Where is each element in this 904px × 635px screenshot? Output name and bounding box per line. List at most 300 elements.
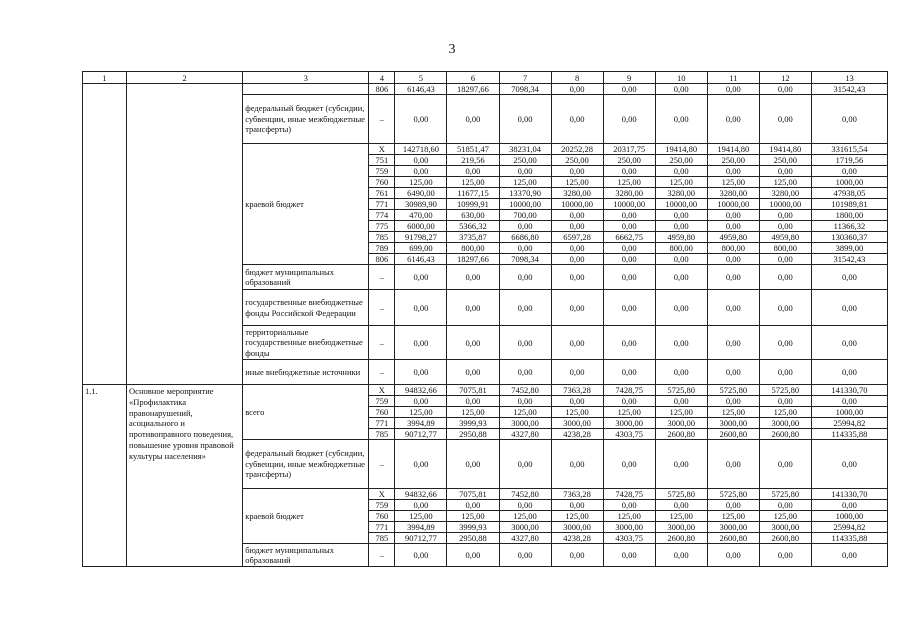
table-cell: 0,00 — [603, 254, 655, 265]
table-cell: 18297,66 — [447, 254, 499, 265]
table-cell: 0,00 — [499, 221, 551, 232]
table-cell: 0,00 — [759, 290, 811, 326]
table-cell: 0,00 — [603, 544, 655, 567]
table-cell: 0,00 — [551, 326, 603, 360]
table-cell: 25994,82 — [811, 418, 887, 429]
table-cell: 800,00 — [655, 243, 707, 254]
table-cell: 0,00 — [759, 440, 811, 489]
source-label-cell: государственные внебюджетные фонды Российской Федерации — [243, 290, 369, 326]
table-cell: 0,00 — [759, 544, 811, 567]
table-cell: 114335,88 — [811, 533, 887, 544]
table-cell: 4327,80 — [499, 429, 551, 440]
table-cell: 10000,00 — [759, 199, 811, 210]
table-cell: 4303,75 — [603, 533, 655, 544]
table-cell: 3000,00 — [707, 522, 759, 533]
table-cell: 0,00 — [707, 500, 759, 511]
table-cell: 47938,05 — [811, 188, 887, 199]
table-cell: 699,00 — [395, 243, 447, 254]
table-cell: 0,00 — [395, 396, 447, 407]
table-cell: 0,00 — [551, 440, 603, 489]
table-cell: 141330,70 — [811, 489, 887, 500]
table-cell: 0,00 — [447, 166, 499, 177]
table-cell: 6146,43 — [395, 84, 447, 95]
table-cell: – — [369, 360, 395, 385]
table-cell: 0,00 — [707, 221, 759, 232]
column-header: 4 — [369, 72, 395, 84]
table-row — [83, 84, 888, 95]
table-cell: 806 — [369, 254, 395, 265]
table-cell: 1000,00 — [811, 511, 887, 522]
table-cell: 141330,70 — [811, 385, 887, 396]
table-cell: 1000,00 — [811, 177, 887, 188]
table-cell: 142718,60 — [395, 144, 447, 155]
table-cell: 760 — [369, 511, 395, 522]
table-cell: 0,00 — [499, 243, 551, 254]
table-cell: 1719,56 — [811, 155, 887, 166]
table-cell: 114335,88 — [811, 429, 887, 440]
table-cell: 0,00 — [707, 360, 759, 385]
table-cell: 125,00 — [395, 511, 447, 522]
table-cell: 3000,00 — [603, 418, 655, 429]
table-cell: 789 — [369, 243, 395, 254]
table-cell: 0,00 — [655, 326, 707, 360]
table-cell: 4238,28 — [551, 429, 603, 440]
table-cell: 0,00 — [551, 265, 603, 290]
table-cell: 0,00 — [603, 396, 655, 407]
table-cell: 125,00 — [499, 511, 551, 522]
table-cell: 7363,28 — [551, 489, 603, 500]
table-cell: 90712,77 — [395, 429, 447, 440]
table-cell: 13370,90 — [499, 188, 551, 199]
table-cell: – — [369, 95, 395, 144]
table-cell: 101989,81 — [811, 199, 887, 210]
table-cell: 125,00 — [603, 407, 655, 418]
source-label-cell: бюджет муниципальных образований — [243, 544, 369, 567]
table-cell: 3735,87 — [447, 232, 499, 243]
table-cell: 3000,00 — [499, 522, 551, 533]
table-cell: 0,00 — [395, 544, 447, 567]
table-cell: 10000,00 — [603, 199, 655, 210]
header-row — [83, 72, 888, 84]
table-cell: 0,00 — [707, 326, 759, 360]
table-cell: 7452,80 — [499, 489, 551, 500]
table-cell: 3999,93 — [447, 418, 499, 429]
table-cell: 0,00 — [759, 221, 811, 232]
table-cell: 0,00 — [499, 265, 551, 290]
table-cell: 7075,81 — [447, 385, 499, 396]
table-cell: 785 — [369, 533, 395, 544]
table-cell: X — [369, 144, 395, 155]
section-title-cell: Основное мероприятие «Профилактика правонарушений, асоциального и противоправного поведения, повышение уровня правовой культуры населения» — [127, 385, 243, 567]
table-cell: 0,00 — [551, 166, 603, 177]
source-label-cell: всего — [243, 385, 369, 440]
table-cell: 0,00 — [759, 265, 811, 290]
table-cell: 0,00 — [655, 221, 707, 232]
column-header: 2 — [127, 72, 243, 84]
table-cell: 0,00 — [499, 95, 551, 144]
table-cell: 7098,34 — [499, 84, 551, 95]
table-cell: 2950,88 — [447, 429, 499, 440]
table-cell: 0,00 — [447, 360, 499, 385]
table-cell: 0,00 — [707, 254, 759, 265]
table-cell: 3899,00 — [811, 243, 887, 254]
table-cell: 125,00 — [655, 511, 707, 522]
table-cell: 3999,93 — [447, 522, 499, 533]
table-cell: 94832,66 — [395, 489, 447, 500]
column-header: 5 — [395, 72, 447, 84]
table-cell: 25994,82 — [811, 522, 887, 533]
table-cell: 0,00 — [707, 290, 759, 326]
table-cell: 3000,00 — [655, 522, 707, 533]
table-cell: 31542,43 — [811, 84, 887, 95]
table-cell: 7075,81 — [447, 489, 499, 500]
table-cell: 0,00 — [551, 243, 603, 254]
table-cell: 125,00 — [655, 177, 707, 188]
table-cell: 125,00 — [603, 177, 655, 188]
table-cell: 0,00 — [551, 544, 603, 567]
table-cell: 759 — [369, 500, 395, 511]
table-cell: 19414,80 — [655, 144, 707, 155]
table-cell: 125,00 — [551, 177, 603, 188]
table-cell: 19414,80 — [707, 144, 759, 155]
table-cell: 0,00 — [655, 84, 707, 95]
table-cell: 4327,80 — [499, 533, 551, 544]
table-cell: 0,00 — [499, 440, 551, 489]
table-cell: 4959,80 — [655, 232, 707, 243]
table-cell: 775 — [369, 221, 395, 232]
table-cell: 0,00 — [603, 265, 655, 290]
table-cell: 3000,00 — [707, 418, 759, 429]
table-cell: 0,00 — [759, 396, 811, 407]
table-cell: 38231,04 — [499, 144, 551, 155]
table-cell: 3280,00 — [603, 188, 655, 199]
table-cell: 3000,00 — [655, 418, 707, 429]
table-cell: 0,00 — [551, 360, 603, 385]
table-cell: 0,00 — [655, 440, 707, 489]
table-cell: 6490,00 — [395, 188, 447, 199]
table-cell: 0,00 — [655, 254, 707, 265]
table-cell: 11366,32 — [811, 221, 887, 232]
table-cell: 0,00 — [551, 396, 603, 407]
table-cell: 125,00 — [551, 407, 603, 418]
table-cell: 2600,80 — [707, 533, 759, 544]
table-cell: 0,00 — [811, 290, 887, 326]
column-header: 13 — [811, 72, 887, 84]
column-header: 9 — [603, 72, 655, 84]
table-cell: 90712,77 — [395, 533, 447, 544]
table-cell: 6662,75 — [603, 232, 655, 243]
table-cell: 0,00 — [499, 166, 551, 177]
table-cell: 785 — [369, 232, 395, 243]
table-cell: 3000,00 — [759, 522, 811, 533]
table-cell: 4959,80 — [759, 232, 811, 243]
table-cell: 771 — [369, 418, 395, 429]
table-cell: 10000,00 — [655, 199, 707, 210]
table-cell: 759 — [369, 166, 395, 177]
table-cell: 0,00 — [655, 95, 707, 144]
table-row — [83, 385, 888, 396]
page-number: 3 — [448, 42, 456, 57]
source-label-cell: федеральный бюджет (субсидии, субвенции, иные межбюджетные трансферты) — [243, 95, 369, 144]
column-header: 12 — [759, 72, 811, 84]
table-cell: – — [369, 544, 395, 567]
table-cell: 771 — [369, 522, 395, 533]
table-cell: 0,00 — [551, 290, 603, 326]
table-cell: 2600,80 — [655, 429, 707, 440]
table-cell: 0,00 — [447, 265, 499, 290]
budget-table — [82, 71, 888, 567]
table-cell: 5725,80 — [759, 385, 811, 396]
table-cell: 125,00 — [707, 177, 759, 188]
table-cell: 2950,88 — [447, 533, 499, 544]
column-header: 1 — [83, 72, 127, 84]
table-cell: 0,00 — [499, 326, 551, 360]
table-cell: 6000,00 — [395, 221, 447, 232]
table-cell: 3994,89 — [395, 522, 447, 533]
table-cell: 125,00 — [447, 511, 499, 522]
column-header: 11 — [707, 72, 759, 84]
column-header: 6 — [447, 72, 499, 84]
table-cell: 0,00 — [707, 544, 759, 567]
table-cell: 10000,00 — [551, 199, 603, 210]
table-cell: 0,00 — [759, 360, 811, 385]
table-cell: 0,00 — [551, 500, 603, 511]
table-cell: 0,00 — [395, 95, 447, 144]
table-cell: 0,00 — [603, 290, 655, 326]
table-cell: 0,00 — [759, 95, 811, 144]
table-cell: 0,00 — [759, 326, 811, 360]
table-cell: 800,00 — [707, 243, 759, 254]
table-cell: 4959,80 — [707, 232, 759, 243]
table-cell: 0,00 — [655, 290, 707, 326]
table-cell: 130360,37 — [811, 232, 887, 243]
source-label-cell: федеральный бюджет (субсидии, субвенции, иные межбюджетные трансферты) — [243, 440, 369, 489]
table-cell: 5366,32 — [447, 221, 499, 232]
table-cell: 760 — [369, 407, 395, 418]
source-label-cell — [243, 84, 369, 95]
table-cell: 250,00 — [759, 155, 811, 166]
table-cell: 0,00 — [395, 155, 447, 166]
table-cell: 0,00 — [811, 544, 887, 567]
table-cell: 0,00 — [551, 221, 603, 232]
table-cell: 4303,75 — [603, 429, 655, 440]
table-cell: 0,00 — [759, 500, 811, 511]
table-cell: 5725,80 — [707, 385, 759, 396]
table-cell: 0,00 — [759, 166, 811, 177]
table-cell: 0,00 — [395, 326, 447, 360]
table-cell: 785 — [369, 429, 395, 440]
table-cell: 331615,54 — [811, 144, 887, 155]
table-cell: 219,56 — [447, 155, 499, 166]
table-cell: 125,00 — [759, 177, 811, 188]
table-cell: 250,00 — [551, 155, 603, 166]
table-cell: 0,00 — [707, 166, 759, 177]
source-label-cell: краевой бюджет — [243, 144, 369, 265]
table-cell: 30989,90 — [395, 199, 447, 210]
table-cell: 0,00 — [655, 500, 707, 511]
table-cell: 125,00 — [551, 511, 603, 522]
table-cell: 0,00 — [655, 166, 707, 177]
section-number-cell — [83, 84, 127, 385]
table-cell: 0,00 — [395, 290, 447, 326]
table-body — [83, 72, 888, 567]
table-cell: 0,00 — [603, 360, 655, 385]
table-cell: 0,00 — [395, 166, 447, 177]
table-cell: 0,00 — [447, 396, 499, 407]
table-cell: 2600,80 — [759, 429, 811, 440]
table-cell: 250,00 — [707, 155, 759, 166]
table-cell: 10000,00 — [707, 199, 759, 210]
table-cell: 0,00 — [811, 360, 887, 385]
table-cell: 91798,27 — [395, 232, 447, 243]
table-cell: 125,00 — [707, 511, 759, 522]
table-cell: 0,00 — [447, 544, 499, 567]
table-cell: 800,00 — [759, 243, 811, 254]
table-cell: 5725,80 — [707, 489, 759, 500]
table-cell: 1800,00 — [811, 210, 887, 221]
table-cell: 0,00 — [811, 500, 887, 511]
table-cell: 3000,00 — [603, 522, 655, 533]
table-cell: – — [369, 440, 395, 489]
table-cell: X — [369, 489, 395, 500]
table-cell: X — [369, 385, 395, 396]
table-cell: 0,00 — [759, 210, 811, 221]
table-cell: 3280,00 — [759, 188, 811, 199]
table-cell: 19414,80 — [759, 144, 811, 155]
table-cell: 2600,80 — [759, 533, 811, 544]
table-cell: 0,00 — [655, 544, 707, 567]
table-cell: 0,00 — [499, 396, 551, 407]
table-cell: 0,00 — [603, 210, 655, 221]
table-cell: 0,00 — [811, 326, 887, 360]
table-cell: 0,00 — [603, 166, 655, 177]
source-label-cell: иные внебюджетные источники — [243, 360, 369, 385]
table-cell: 3994,89 — [395, 418, 447, 429]
table-cell: 3280,00 — [655, 188, 707, 199]
table-cell: – — [369, 326, 395, 360]
table-cell: 751 — [369, 155, 395, 166]
column-header: 7 — [499, 72, 551, 84]
section-title-cell — [127, 84, 243, 385]
table-cell: 0,00 — [811, 95, 887, 144]
table-cell: 0,00 — [551, 84, 603, 95]
table-cell: 700,00 — [499, 210, 551, 221]
table-cell: 6686,80 — [499, 232, 551, 243]
section-number-cell: 1.1. — [83, 385, 127, 567]
table-cell: 0,00 — [811, 265, 887, 290]
table-cell: 125,00 — [759, 407, 811, 418]
table-cell: 6146,43 — [395, 254, 447, 265]
table-cell: – — [369, 290, 395, 326]
table-cell: 0,00 — [603, 440, 655, 489]
table-cell: 0,00 — [759, 84, 811, 95]
table-cell: 0,00 — [603, 84, 655, 95]
table-cell: 0,00 — [447, 290, 499, 326]
table-cell: 0,00 — [707, 396, 759, 407]
table-cell: 125,00 — [499, 177, 551, 188]
table-cell: 0,00 — [603, 221, 655, 232]
table-cell: 0,00 — [603, 243, 655, 254]
source-label-cell: территориальные государственные внебюджетные фонды — [243, 326, 369, 360]
table-cell: 7452,80 — [499, 385, 551, 396]
table-cell: 0,00 — [655, 396, 707, 407]
table-cell: 0,00 — [499, 500, 551, 511]
table-cell: 250,00 — [499, 155, 551, 166]
table-cell: 0,00 — [551, 254, 603, 265]
table-cell: 18297,66 — [447, 84, 499, 95]
table-cell: 0,00 — [811, 166, 887, 177]
table-cell: 0,00 — [759, 254, 811, 265]
table-cell: 3000,00 — [759, 418, 811, 429]
table-cell: 0,00 — [655, 210, 707, 221]
table-cell: 125,00 — [499, 407, 551, 418]
table-cell: 20252,28 — [551, 144, 603, 155]
table-cell: 0,00 — [603, 95, 655, 144]
table-cell: 5725,80 — [655, 385, 707, 396]
table-cell: 11677,15 — [447, 188, 499, 199]
table-cell: 125,00 — [395, 407, 447, 418]
table-cell: 0,00 — [551, 95, 603, 144]
table-cell: 3000,00 — [551, 418, 603, 429]
column-header: 8 — [551, 72, 603, 84]
table-cell: 0,00 — [395, 360, 447, 385]
table-cell: 800,00 — [447, 243, 499, 254]
table-cell: 0,00 — [707, 84, 759, 95]
table-cell: 0,00 — [655, 360, 707, 385]
table-cell: 125,00 — [447, 177, 499, 188]
table-cell: 470,00 — [395, 210, 447, 221]
table-cell: – — [369, 265, 395, 290]
table-cell: 0,00 — [707, 95, 759, 144]
table-cell: 630,00 — [447, 210, 499, 221]
table-cell: 0,00 — [655, 265, 707, 290]
table-cell: 7363,28 — [551, 385, 603, 396]
table-cell: 7098,34 — [499, 254, 551, 265]
table-cell: 125,00 — [447, 407, 499, 418]
table-cell: 0,00 — [395, 440, 447, 489]
table-cell: 761 — [369, 188, 395, 199]
table-cell: 3000,00 — [551, 522, 603, 533]
source-label-cell: бюджет муниципальных образований — [243, 265, 369, 290]
table-cell: 5725,80 — [759, 489, 811, 500]
table-cell: 0,00 — [707, 265, 759, 290]
table-cell: 771 — [369, 199, 395, 210]
table-cell: 774 — [369, 210, 395, 221]
table-cell: 0,00 — [707, 210, 759, 221]
table-cell: 0,00 — [395, 500, 447, 511]
table-cell: 0,00 — [603, 500, 655, 511]
table-cell: 760 — [369, 177, 395, 188]
table-cell: 0,00 — [447, 326, 499, 360]
table-cell: 5725,80 — [655, 489, 707, 500]
table-cell: 1000,00 — [811, 407, 887, 418]
table-cell: 759 — [369, 396, 395, 407]
table-cell: 0,00 — [499, 290, 551, 326]
table-cell: 125,00 — [707, 407, 759, 418]
table-cell: 0,00 — [395, 265, 447, 290]
table-cell: 10000,00 — [499, 199, 551, 210]
table-cell: 0,00 — [811, 440, 887, 489]
source-label-cell: краевой бюджет — [243, 489, 369, 544]
table-cell: 6597,28 — [551, 232, 603, 243]
table-cell: 2600,80 — [707, 429, 759, 440]
table-cell: 94832,66 — [395, 385, 447, 396]
table-cell: 0,00 — [499, 544, 551, 567]
table-cell: 0,00 — [447, 500, 499, 511]
table-cell: 2600,80 — [655, 533, 707, 544]
table-cell: 125,00 — [759, 511, 811, 522]
table-cell: 3000,00 — [499, 418, 551, 429]
